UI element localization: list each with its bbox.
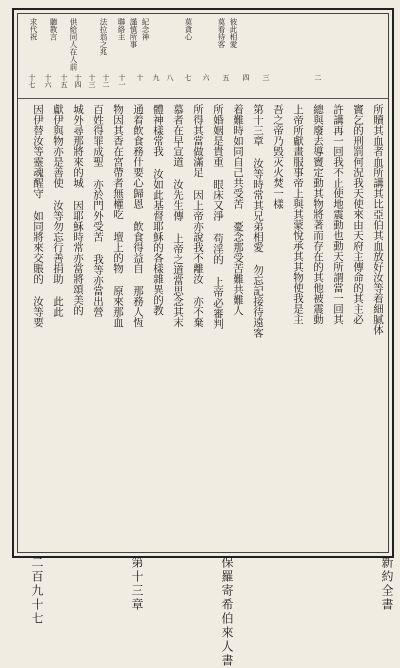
verse-number: 四 xyxy=(242,74,250,81)
text-column: 獻伊與物亦是善使 汝等勿忘行善捐助 此此 xyxy=(52,104,64,317)
verse-number: 六 xyxy=(202,74,210,81)
text-column: 上帝所獻畫服事帝上與其蒙悅承其其物使我是主 xyxy=(292,104,304,325)
verse-number: 八 xyxy=(166,74,174,81)
side-note-9: 聽教言 xyxy=(49,18,58,41)
text-column: 着難時如同自己共受苦 憂念那受苦難共難人 xyxy=(232,104,244,316)
side-note-7: 法拉翁之兆 xyxy=(99,18,108,56)
text-column: 許講再一回我不止使地震動也動天所謂當一回其 xyxy=(332,104,344,325)
text-column: 竇乞的刑罰何況我天使來由天府主傳命的其主必 xyxy=(352,104,364,325)
text-column: 因伊替汝等靈魂醒守 如同將來交賬的 汝等要 xyxy=(32,104,44,328)
verse-number: 九 xyxy=(152,74,160,81)
page-frame xyxy=(12,8,394,558)
verse-number: 十二 xyxy=(102,74,110,88)
text-column: 總與廢去導竇定動其物將著而存在的其他被震動 xyxy=(312,104,324,325)
side-note-4: 紀念神 xyxy=(141,18,150,41)
verse-number: 二 xyxy=(314,74,322,81)
side-note-5: 謹慎所事 xyxy=(129,18,138,48)
verse-number: 十六 xyxy=(44,74,52,88)
text-column: 體神樣常我 汝如此基督耶穌的各樣雜異的教 xyxy=(152,104,164,316)
page-number: 二百九十七 xyxy=(30,556,44,626)
verse-number: 十七 xyxy=(28,74,36,88)
text-column: 第十三章 汝等時常其兄弟相愛 勿忘記接待遠客 xyxy=(252,104,264,338)
side-note-2: 莫看待客 xyxy=(217,18,226,48)
text-column: 百姓得罪成聖 亦於門外受苦 我等亦當出營 xyxy=(92,104,104,317)
verse-number: 十一 xyxy=(118,74,126,88)
annotation-divider xyxy=(18,98,388,99)
verse-number: 七 xyxy=(184,74,192,81)
text-column: 物因其香在宮帶者無權吃 壇上的物 原來那血 xyxy=(112,104,124,328)
verse-number: 十五 xyxy=(60,74,68,88)
page-footer xyxy=(12,556,394,668)
chapter-label: 第十三章 xyxy=(130,556,144,612)
text-column: 所婚姻是貴重 眼床又淨 苟淫的 上帝必審判 xyxy=(212,104,224,329)
verse-number: 五 xyxy=(222,74,230,81)
verse-number: 十三 xyxy=(88,74,96,88)
side-note-10: 求代祝 xyxy=(29,18,38,41)
verse-number: 三 xyxy=(262,74,270,81)
text-column: 所贖其血者血所講其比亞伯其血放好汝等着細腻体 xyxy=(372,104,384,335)
text-column: 慕者在早宣道 汝先生傳 上帝之道當思念其末 xyxy=(172,104,184,328)
text-block xyxy=(17,13,389,553)
side-note-3: 莫貪心 xyxy=(184,18,193,41)
verse-number: 十四 xyxy=(74,74,82,88)
verse-number: 十 xyxy=(136,74,144,81)
text-column: 吾之帝乃毁灭火焚一樣 xyxy=(272,104,284,209)
text-column: 通着飲食務什要心歸恩 飲食得益自 那務人恆 xyxy=(132,104,144,328)
text-column: 城外尋那將來的城 因耶穌時常亦當將頌美的 xyxy=(72,104,84,316)
book-title: 新約全書 xyxy=(380,556,394,612)
side-note-1: 彼此相愛 xyxy=(229,18,238,48)
side-note-8: 供給同人在人前 xyxy=(69,18,78,71)
text-column: 所得其當做滿足 因上帝亦說我不離汝 亦不棄 xyxy=(192,104,204,328)
side-note-6: 聯絡主 xyxy=(117,18,126,41)
epistle-title: 保羅寄希伯來人書 xyxy=(220,556,234,668)
